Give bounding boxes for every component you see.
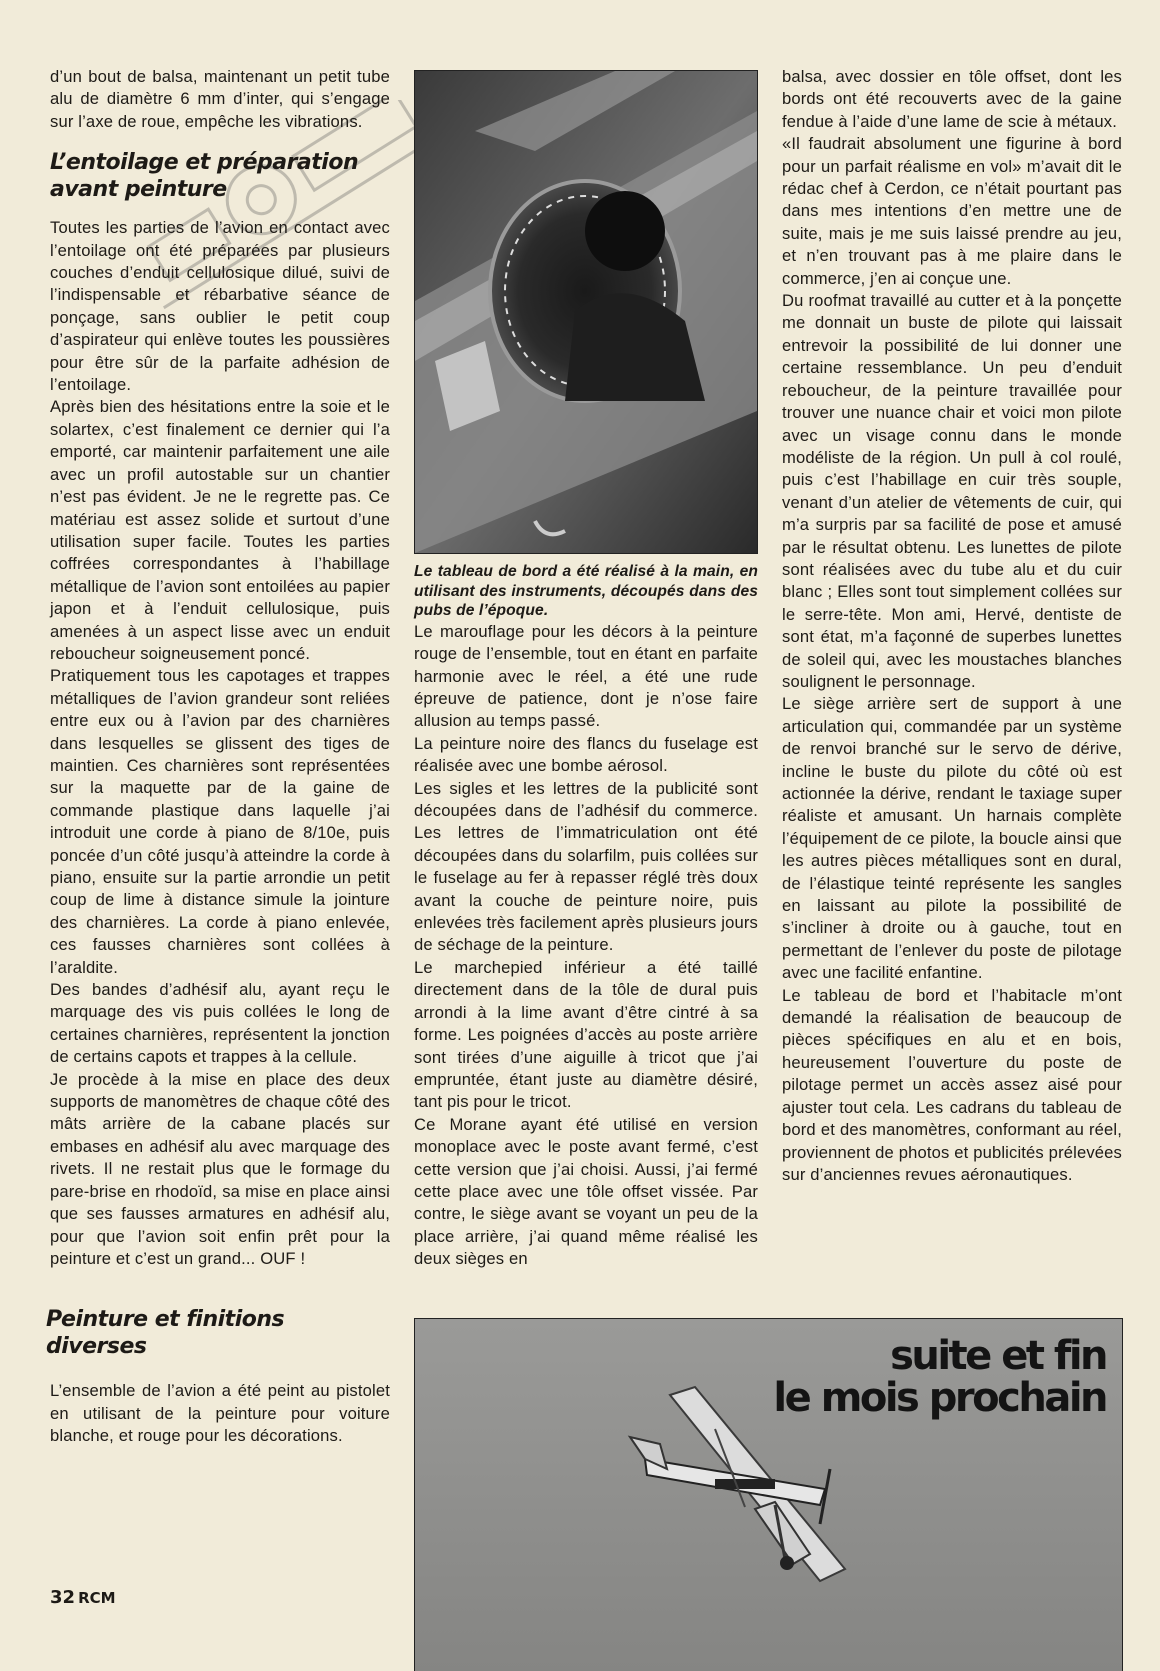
paragraph: La peinture noire des flancs du fuselage est réalisée avec une bombe aérosol. bbox=[414, 733, 758, 776]
cockpit-photo bbox=[414, 70, 758, 554]
paragraph: Je procède à la mise en place des deux supports de manomètres de chaque côté des mâts arrière de la cabane placés sur embases en adhésif alu avec marquage des rivets. Il ne restait plus que le formage du pare-brise en rhodoïd, sa mise en place ainsi que ses fausses armatures en adhésif alu, pour que l’avion soit enfin prêt pour la peinture et c’est un grand... OUF ! bbox=[50, 1069, 390, 1268]
paragraph: Pratiquement tous les capotages et trappes métalliques de l’avion grandeur sont reliées entre eux ou à l’avion par des charnières dans lesquelles se glissent des tiges de maintien. Ces charnières sont représentées sur la maquette par de la gaine de commande plastique dans laquelle j’ai introduit une corde à piano de 8/10e, puis poncée d’un côté jusqu’à atteindre la corde à piano, ensuite sur la partie arrondie un petit coup de lime à distance simule la jointure des charnières. La corde à piano enlevée, ces fausses charnières sont collées à l’araldite. bbox=[50, 666, 390, 977]
paragraph: Toutes les parties de l’avion en contact avec l’entoilage ont été préparées par plusieurs couches d’enduit cellulosique dilué, suivi de l’indispensable et rébarbative séance de ponçage, sans oublier le petit coup d’aspirateur qui enlève toutes les poussières pour être sûr de la parfaite adhésion de l’entoilage. bbox=[50, 218, 390, 395]
paragraph: Du roofmat travaillé au cutter et à la ponçette me donnait un buste de pilote qui laissait entrevoir la possibilité de lui donner une certaine ressemblance. Un peu d’enduit reboucheur, de la peinture travaillée pour trouver une nuance chair et voici mon pilote avec un visage connu dans le monde modéliste de la région. Un pull à col roulé, puis c’est l’habillage en cuir très souple, venant d’un atelier de vêtements de cuir, qui m’a surpris par sa facilité de pose et amusé par le résultat obtenu. Les lunettes de pilote sont réalisées avec du tube alu et du cuir blanc ; Elles sont tout simplement collées sur le serre-tête. Mon ami, Hervé, dentiste de sont état, m’a façonné de superbes lunettes de soleil qui, avec les moustaches blanches soulignent le personnage. bbox=[782, 291, 1122, 691]
page-folio bbox=[50, 1587, 116, 1608]
paragraph: Le marouflage pour les décors à la peinture rouge de l’ensemble, tout en étant en parfaite harmonie avec le réel, a été une rude épreuve de patience, dont je n’ose faire allusion au temps passé. bbox=[414, 621, 758, 731]
paragraph: «Il faudrait absolument une figurine à bord pour un parfait réalisme en vol» m’avait dit le rédac chef à Cerdon, ce n’était pourtant pas dans mes intentions d’en mettre une de suite, mais je me suis laissé prendre au jeu, et n’en trouvant pas à me plaire dans le commerce, j’en ai conçue une. bbox=[782, 134, 1122, 288]
paragraph: Les sigles et les lettres de la publicité sont découpées dans de l’adhésif du commerce. Les lettres de l’immatriculation ont été découpées dans du solarfilm, puis collées sur le fuselage au fer à repasser réglé très doux avant la couche de peinture noire, puis enlevées très facilement après plusieurs jours de séchage de la peinture. bbox=[414, 778, 758, 955]
section-heading-entoilage: L’entoilage et préparation avant peinture bbox=[50, 150, 359, 203]
paragraph: Des bandes d’adhésif alu, ayant reçu le marquage des vis puis collées le long de certaines charnières, représentent la jonction de certains capots et trappes à la cellule. bbox=[50, 980, 390, 1067]
paragraph: d’un bout de balsa, maintenant un petit tube alu de diamètre 6 mm d’inter, qui s’engage sur l’axe de roue, empêche les vibrations. bbox=[50, 67, 390, 131]
page-number: 32 bbox=[50, 1587, 76, 1608]
section-heading-peinture: Peinture et finitions diverses bbox=[46, 1307, 285, 1360]
banner-line-1: suite et fin bbox=[890, 1333, 1106, 1379]
magazine-name: RCM bbox=[78, 1589, 116, 1607]
column-2 bbox=[414, 70, 758, 1271]
paragraph: balsa, avec dossier en tôle offset, dont les bords ont été recouverts avec de la gaine fendue à l’aide d’une lame de scie à métaux. bbox=[782, 67, 1122, 131]
column-1 bbox=[46, 66, 390, 1448]
paragraph: Le siège arrière sert de support à une articulation qui, commandée par un système de renvoi branché sur le servo de dérive, incline le buste du pilote du côté où est actionnée la dérive, rendant le taxiage super réaliste et amusant. Un harnais complète l’équipement de ce pilote, la boucle ainsi que les autres pièces métalliques sont en dural, de l’élastique teinté représente les sangles en laissant au pilote la possibilité de s’incliner à droite ou à gauche, tout en permettant de l’enlever du poste de pilotage avec une facilité enfantine. bbox=[782, 694, 1122, 983]
paragraph: Le marchepied inférieur a été taillé directement dans de la tôle de dural puis arrondi à la lime avant d’être cintré à sa forme. Les poignées d’accès au poste arrière sont tirées d’une aiguille à tricot que j’ai empruntée, étant juste au diamètre désiré, tant pis pour le tricot. bbox=[414, 957, 758, 1112]
paragraph: Le tableau de bord et l’habitacle m’ont demandé la réalisation de beaucoup de pièces spécifiques en alu et en bois, heureusement l’ouverture du poste de pilotage permet un accès assez aisé pour ajuster tout cela. Les cadrans du tableau de bord et des manomètres, conformant au réel, proviennent de photos et publicités prélevées sur d’anciennes revues aéronautiques. bbox=[782, 985, 1122, 1184]
paragraph: Après bien des hésitations entre la soie et le solartex, c’est finalement ce dernier qui l’a emporté, car maintenir parfaitement une aile avec un profil autostable sur un chantier n’est pas évident. Je ne le regrette pas. Ce matériau est assez solide et surtout d’une utilisation super facile. Toutes les parties coffrées correspondantes à l’habillage métallique de l’avion sont entoilées au papier japon et à l’enduit cellulosique, puis amenées à un aspect lisse avec un enduit reboucheur soigneusement poncé. bbox=[50, 397, 390, 663]
banner-line-2: le mois prochain bbox=[773, 1375, 1106, 1421]
photo-caption: Le tableau de bord a été réalisé à la main, en utilisant des instruments, découpés dans des pubs de l’époque. bbox=[414, 563, 758, 620]
continuation-banner bbox=[414, 1318, 1123, 1671]
paragraph: L’ensemble de l’avion a été peint au pistolet en utilisant de la peinture pour voiture blanche, et rouge pour les décorations. bbox=[50, 1381, 390, 1446]
column-3 bbox=[782, 66, 1122, 1186]
paragraph: Ce Morane ayant été utilisé en version monoplace avec le poste avant fermé, c’est cette version que j’ai choisi. Aussi, j’ai fermé cette place avec une tôle offset vissée. Par contre, le siège avant se voyant un peu de la place arrière, j’ai quand même réalisé les deux sièges en bbox=[414, 1114, 758, 1269]
